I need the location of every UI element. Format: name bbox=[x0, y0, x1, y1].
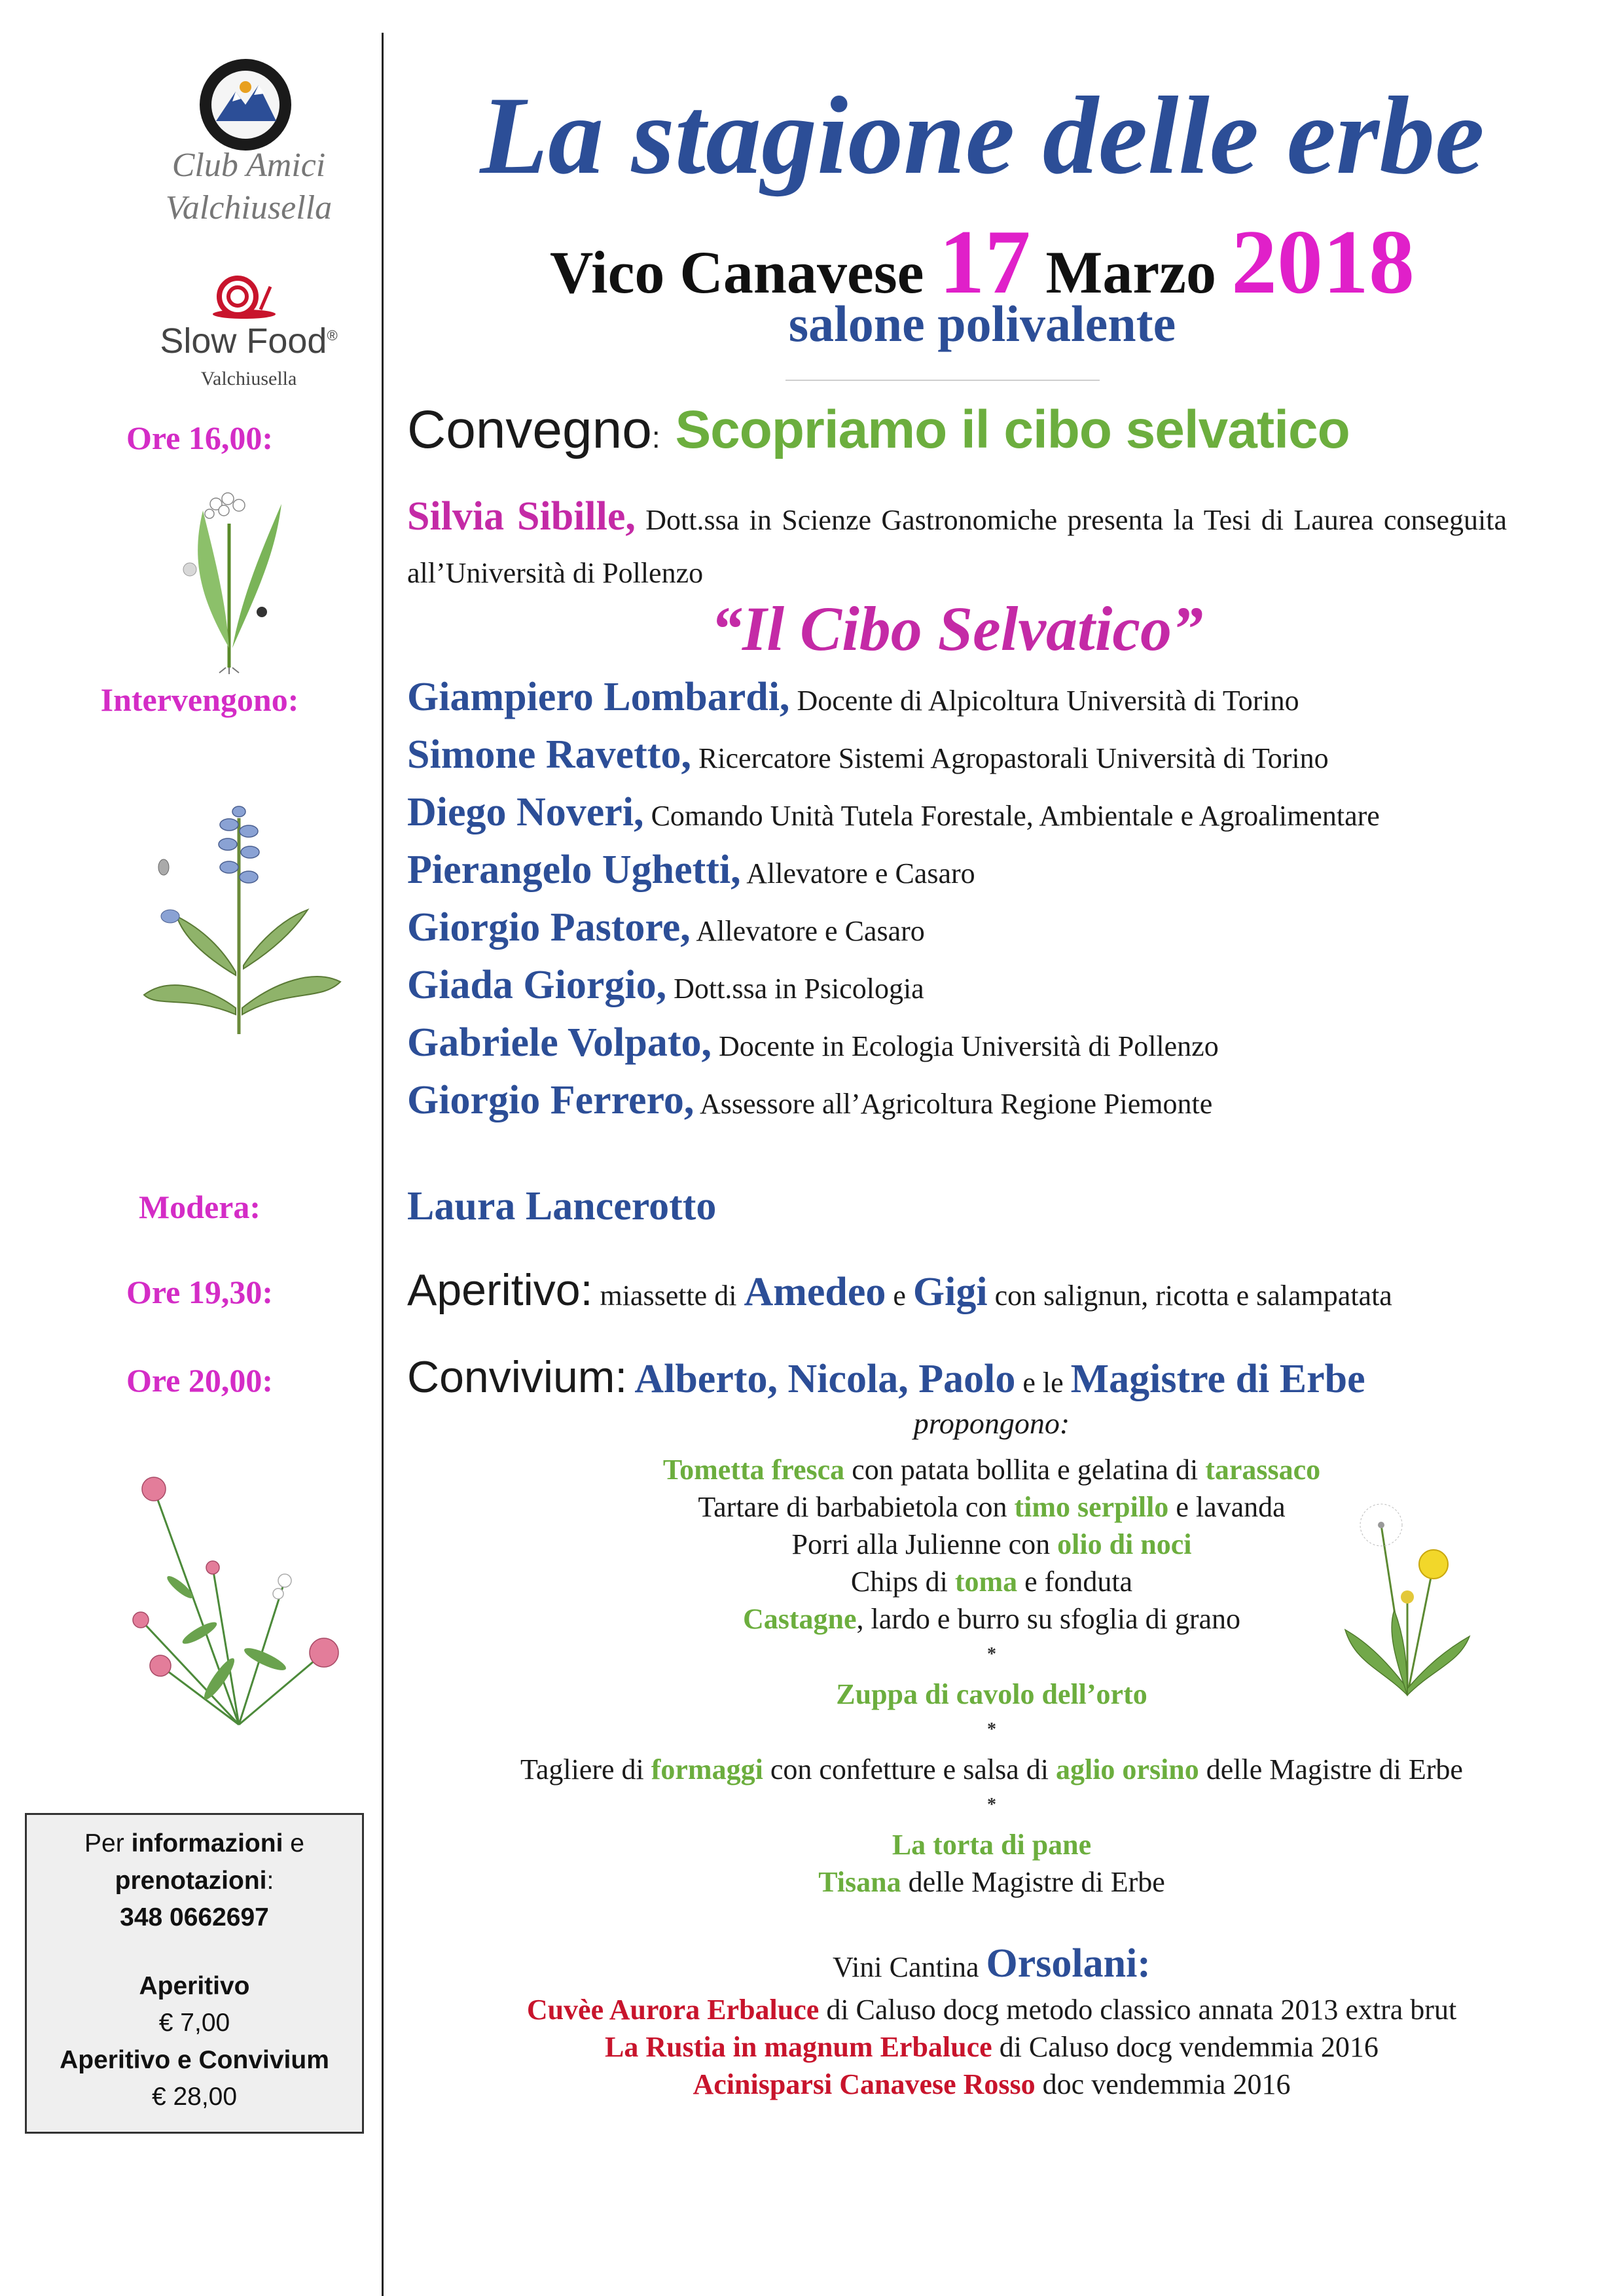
speaker-role: Allevatore e Casaro bbox=[696, 915, 925, 947]
speaker-name: Diego Noveri, bbox=[407, 790, 644, 834]
speaker-role: Assessore all’Agricoltura Regione Piemonte bbox=[700, 1088, 1213, 1120]
aperitivo-host2: Gigi bbox=[912, 1270, 988, 1314]
speaker-row bbox=[407, 732, 1585, 778]
club-name-line2: Valchiusella bbox=[165, 189, 333, 226]
wine-name: La Rustia in magnum Erbaluce bbox=[605, 2031, 992, 2063]
info-informazioni: informazioni bbox=[131, 1829, 283, 1857]
menu-separator: * bbox=[987, 1644, 996, 1664]
presenter-paragraph bbox=[407, 483, 1507, 598]
menu-separator: * bbox=[987, 1795, 996, 1815]
wine-description: di Caluso docg metodo classico annata 2013 extra brut bbox=[826, 1994, 1457, 2026]
menu-item bbox=[353, 1865, 1624, 1899]
wines-heading bbox=[353, 1941, 1624, 1987]
menu-ingredient: Tisana bbox=[818, 1866, 901, 1898]
presenter-name: Silvia Sibille, bbox=[407, 494, 636, 539]
aperitivo-line bbox=[407, 1265, 1392, 1316]
event-venue: salone polivalente bbox=[788, 295, 1176, 352]
menu-ingredient: formaggi bbox=[651, 1753, 763, 1785]
aperitivo-text3: con salignun, ricotta e salampatata bbox=[994, 1280, 1392, 1312]
slowfood-subtitle: Valchiusella bbox=[200, 368, 297, 389]
slowfood-name: Slow Food® bbox=[160, 321, 338, 361]
menu-ingredient: Tometta fresca bbox=[662, 1454, 845, 1486]
wine-name: Acinisparsi Canavese Rosso bbox=[693, 2068, 1036, 2100]
label-ore-16: Ore 16,00: bbox=[126, 420, 274, 456]
label-intervengono: Intervengono: bbox=[100, 681, 299, 718]
menu-item bbox=[353, 1453, 1624, 1486]
aperitivo-text2: e bbox=[893, 1280, 906, 1312]
wildflower-illustration bbox=[115, 1463, 363, 1741]
label-ore-19: Ore 19,30: bbox=[126, 1274, 274, 1310]
speaker-name: Pierangelo Ughetti, bbox=[407, 848, 741, 892]
menu-text: delle Magistre di Erbe bbox=[908, 1866, 1165, 1898]
menu-ingredient: Zuppa di cavolo dell’orto bbox=[836, 1678, 1147, 1710]
convegno-label: Convegno bbox=[407, 400, 652, 459]
speaker-role: Comando Unità Tutela Forestale, Ambientale e Agroalimentare bbox=[651, 800, 1380, 832]
speaker-name: Giorgio Pastore, bbox=[407, 905, 691, 950]
event-month: Marzo bbox=[1045, 239, 1216, 306]
info-line2 bbox=[27, 1863, 362, 1900]
event-day: 17 bbox=[939, 211, 1031, 313]
speaker-name: Giampiero Lombardi, bbox=[407, 675, 790, 719]
info-phone: 348 0662697 bbox=[120, 1903, 269, 1932]
speaker-row bbox=[407, 1077, 1585, 1124]
menu-item bbox=[353, 1602, 1624, 1636]
speaker-row bbox=[407, 962, 1585, 1009]
menu-ingredient: timo serpillo bbox=[1014, 1491, 1169, 1523]
speaker-name: Gabriele Volpato, bbox=[407, 1020, 712, 1065]
menu-text: , lardo e burro su sfoglia di grano bbox=[856, 1603, 1241, 1635]
speaker-role: Allevatore e Casaro bbox=[746, 857, 975, 889]
speaker-role: Dott.ssa in Psicologia bbox=[674, 973, 924, 1005]
speaker-row bbox=[407, 674, 1585, 721]
menu-ingredient: tarassaco bbox=[1205, 1454, 1321, 1486]
convivium-colon: : bbox=[615, 1352, 628, 1402]
info-colon: : bbox=[266, 1866, 274, 1895]
speaker-name: Giorgio Ferrero, bbox=[407, 1078, 695, 1122]
aperitivo-label: Aperitivo bbox=[407, 1265, 581, 1315]
aperitivo-host1: Amedeo bbox=[744, 1270, 886, 1314]
wild-garlic-illustration bbox=[164, 484, 295, 674]
speaker-name: Simone Ravetto, bbox=[407, 732, 691, 777]
menu-separator: * bbox=[987, 1719, 996, 1740]
menu-text: e lavanda bbox=[1176, 1491, 1286, 1523]
bugle-plant-illustration bbox=[131, 779, 347, 1047]
wine-item bbox=[353, 2030, 1624, 2064]
menu-ingredient: olio di noci bbox=[1057, 1528, 1192, 1560]
page-title: La stagione delle erbe bbox=[480, 74, 1485, 197]
menu-text: delle Magistre di Erbe bbox=[1206, 1753, 1463, 1785]
menu-item bbox=[353, 1490, 1624, 1524]
price-combo: € 28,00 bbox=[151, 2083, 238, 2111]
convegno-topic: Scopriamo il cibo selvatico bbox=[675, 400, 1350, 459]
aperitivo-text1: miassette di bbox=[600, 1280, 737, 1312]
speaker-row bbox=[407, 1020, 1585, 1066]
wine-item bbox=[353, 1993, 1624, 2026]
header-divider bbox=[785, 380, 1100, 381]
convivium-group: Magistre di Erbe bbox=[1070, 1357, 1365, 1401]
wines-cantina: Orsolani bbox=[986, 1941, 1138, 1986]
speaker-row bbox=[407, 847, 1585, 893]
menu-text: Porri alla Julienne con bbox=[791, 1528, 1051, 1560]
wine-name: Cuvèe Aurora Erbaluce bbox=[526, 1994, 820, 2026]
convivium-and: e le bbox=[1022, 1367, 1064, 1399]
thesis-title: “Il Cibo Selvatico” bbox=[711, 594, 1203, 664]
slowfood-label: Slow Food bbox=[160, 321, 327, 361]
info-prenotazioni: prenotazioni bbox=[115, 1866, 267, 1895]
wine-description: di Caluso docg vendemmia 2016 bbox=[999, 2031, 1379, 2063]
menu-ingredient: Castagne bbox=[742, 1603, 857, 1635]
event-year: 2018 bbox=[1231, 211, 1415, 313]
wine-description: doc vendemmia 2016 bbox=[1042, 2068, 1291, 2100]
speaker-role: Docente in Ecologia Università di Pollenzo bbox=[719, 1030, 1219, 1062]
menu-item bbox=[353, 1677, 1624, 1711]
wines-colon: : bbox=[1137, 1941, 1151, 1986]
info-box bbox=[25, 1813, 364, 2134]
label-ore-20: Ore 20,00: bbox=[126, 1362, 274, 1399]
menu-text: con patata bollita e gelatina di bbox=[852, 1454, 1199, 1486]
speaker-role: Docente di Alpicoltura Università di Torino bbox=[797, 685, 1299, 717]
menu-text: e fonduta bbox=[1024, 1566, 1133, 1598]
menu-item bbox=[353, 1753, 1624, 1786]
wines-intro: Vini Cantina bbox=[833, 1951, 979, 1983]
convivium-label: Convivium bbox=[407, 1352, 615, 1402]
convivium-names: Alberto, Nicola, Paolo bbox=[634, 1357, 1016, 1401]
menu-text: Tartare di barbabietola con bbox=[698, 1491, 1007, 1523]
menu-item bbox=[353, 1528, 1624, 1561]
aperitivo-colon: : bbox=[580, 1265, 593, 1315]
price-aperitivo-label: Aperitivo bbox=[139, 1971, 250, 2000]
menu-ingredient: toma bbox=[954, 1566, 1018, 1598]
speaker-row bbox=[407, 789, 1585, 836]
menu-ingredient: La torta di pane bbox=[892, 1829, 1092, 1861]
menu-item bbox=[353, 1565, 1624, 1598]
convegno-colon: : bbox=[651, 420, 660, 454]
presenter-description: Dott.ssa in Scienze Gastronomiche presenta la Tesi di Laurea conseguita all’Università di Pollenzo bbox=[407, 504, 1507, 590]
menu-text: Chips di bbox=[850, 1566, 948, 1598]
convivium-line bbox=[407, 1352, 1365, 1403]
info-per: Per bbox=[84, 1829, 124, 1857]
event-place: Vico Canavese bbox=[549, 239, 924, 306]
menu-intro: propongono: bbox=[913, 1407, 1070, 1440]
club-name-line1: Club Amici bbox=[171, 147, 326, 184]
price-combo-label: Aperitivo e Convivium bbox=[60, 2045, 329, 2074]
menu-item bbox=[353, 1828, 1624, 1861]
speaker-role: Ricercatore Sistemi Agropastorali Università di Torino bbox=[698, 742, 1329, 774]
label-modera: Modera: bbox=[138, 1189, 261, 1225]
price-aperitivo: € 7,00 bbox=[158, 2009, 230, 2037]
menu-ingredient: aglio orsino bbox=[1055, 1753, 1199, 1785]
moderator-name: Laura Lancerotto bbox=[407, 1184, 717, 1229]
speaker-name: Giada Giorgio, bbox=[407, 963, 667, 1007]
info-line1 bbox=[27, 1825, 362, 1863]
speaker-row bbox=[407, 905, 1585, 951]
convegno-heading bbox=[407, 399, 1350, 461]
menu-text: Tagliere di bbox=[520, 1753, 644, 1785]
wine-item bbox=[353, 2068, 1624, 2101]
info-e: e bbox=[290, 1829, 304, 1857]
menu-text: con confetture e salsa di bbox=[770, 1753, 1049, 1785]
